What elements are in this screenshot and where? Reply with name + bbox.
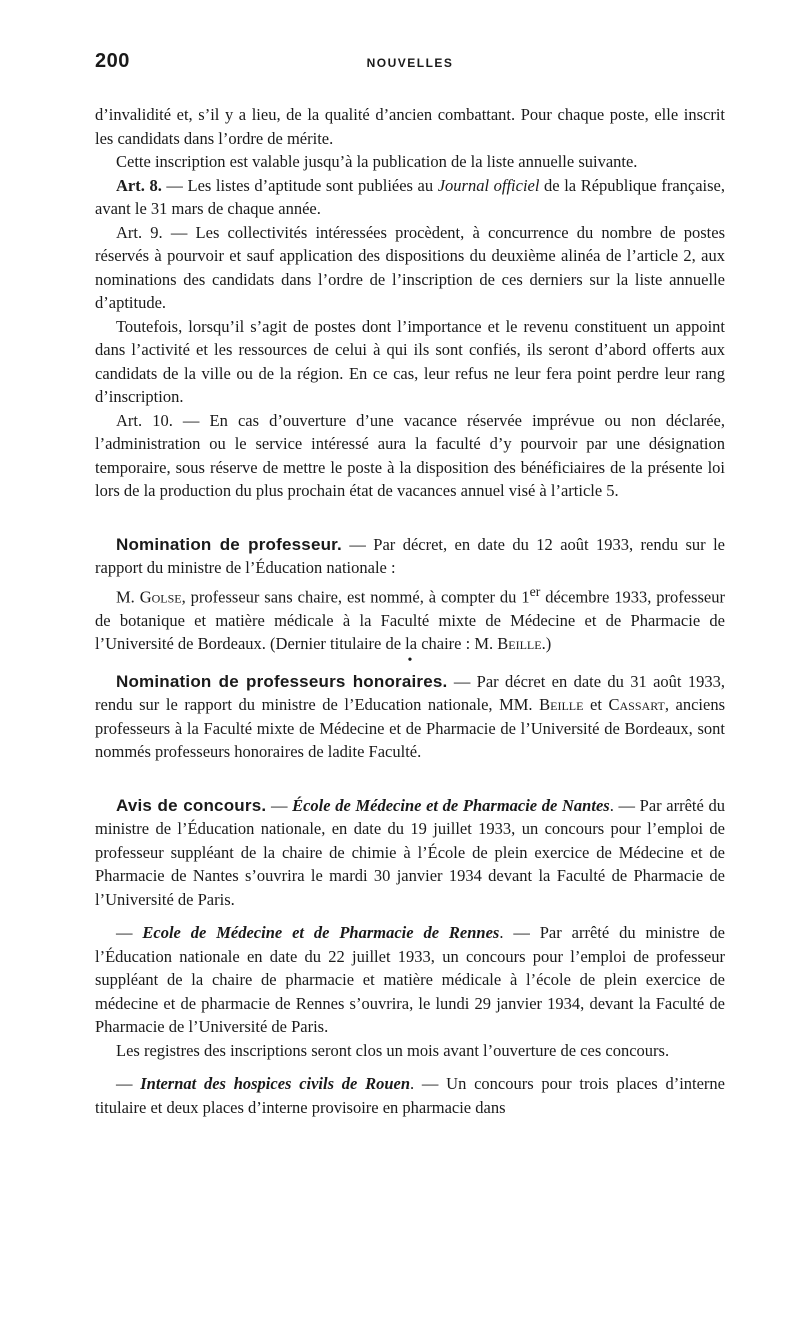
running-title: NOUVELLES bbox=[366, 56, 454, 70]
person-name: Cassart bbox=[608, 695, 665, 714]
internat-rouen-title: Internat des hospices civils de Rouen bbox=[140, 1074, 411, 1093]
article-8: Art. 8. — Les listes d’aptitude sont publiées au Journal officiel de la République française, avant le 31 mars de chaque année. bbox=[95, 175, 726, 218]
school-rennes: Ecole de Médecine et de Pharmacie de Rennes bbox=[142, 923, 500, 942]
nomination-honoraires: Nomination de professeurs honoraires. — Par décret en date du 31 août 1933, rendu sur le rapport du ministre de l’Education nationale, MM. Beille et Cassart, anciens professeurs à la Faculté mixte de Médecine et de Pharmacie de l’Université de Bordeaux, sont nommés professeurs honoraires de ladite Faculté. bbox=[95, 671, 725, 761]
page-body bbox=[95, 103, 725, 1119]
avis-concours-nantes: Avis de concours. — École de Médecine et de Pharmacie de Nantes. — Par arrêté du ministre de l’Éducation nationale, en date du 19 juillet 1933, un concours pour l’emploi de professeur suppléant de la chaire de chimie à l’École de plein exercice de Médecine et de Pharmacie de Nantes s’ouvrira le mardi 30 janvier 1934 devant la Faculté de Pharmacie de l’Université de Paris. bbox=[95, 795, 725, 909]
page-number: 200 bbox=[95, 50, 130, 72]
section-heading-nomination-honoraires: Nomination de professeurs honoraires. bbox=[116, 671, 448, 691]
paragraph-inscription: Cette inscription est valable jusqu’à la publication de la liste annuelle suivante. bbox=[116, 152, 638, 171]
section-heading-nomination-professeur: Nomination de professeur. bbox=[116, 534, 342, 554]
section-gap bbox=[95, 503, 725, 533]
page-header bbox=[95, 50, 725, 80]
person-name: Beille bbox=[539, 695, 584, 714]
bullet-dot: • bbox=[407, 652, 413, 668]
paragraph-toutefois: Toutefois, lorsqu’il s’agit de postes dont l’importance et le revenu constituent un appoint dans l’activité et les ressources de celui à qui ils sont confiés, ils seront d’abord offerts aux candidats de la ville ou de la région. En ce cas, leur refus ne leur fera point perdre leur rang d’inscription. bbox=[95, 316, 725, 406]
registres-inscriptions: Les registres des inscriptions seront clos un mois avant l’ouverture de ces concours. bbox=[116, 1040, 670, 1060]
person-name: Golse bbox=[139, 587, 182, 606]
nomination-professeur-body: M. Golse, professeur sans chaire, est nommé, à compter du 1er décembre 1933, professeur de botanique et matière médicale à la Faculté mixte de Médecine et de Pharmacie de l’Université de Bordeaux. (Dernier titulaire de la chaire : M. Beille.) bbox=[95, 583, 725, 653]
section-heading-avis-concours: Avis de concours. bbox=[116, 795, 267, 815]
article-9-label: Art. 9. bbox=[116, 222, 163, 242]
school-nantes: École de Médecine et de Pharmacie de Nantes bbox=[292, 795, 610, 815]
paragraph-invalidite: d’invalidité et, s’il y a lieu, de la qualité d’ancien combattant. Pour chaque poste, elle inscrit les candidats dans l’ordre de mérite. bbox=[95, 105, 725, 148]
article-10: Art. 10. — En cas d’ouverture d’une vacance réservée imprévue ou non déclarée, l’administration ou le service intéressé aura la faculté d’y pourvoir par une désignation temporaire, sous réserve de mettre le poste à la disposition des bénéficiaires de la présente loi lors de la production du plus prochain état de vacances annuel visé à l’article 5. bbox=[95, 410, 725, 500]
article-9: Art. 9. — Les collectivités intéressées procèdent, à concurrence du nombre de postes réservés à pourvoir et sauf application des dispositions du deuxième alinéa de l’article 2, aux nominations des candidats dans l’ordre de l’inscription de ces derniers sur la liste annuelle d’aptitude. bbox=[95, 222, 725, 312]
avis-concours-rennes: — Ecole de Médecine et de Pharmacie de Rennes. — Par arrêté du ministre de l’Éducation nationale en date du 22 juillet 1933, un concours pour l’emploi de professeur suppléant de la chaire de pharmacie et matière médicale à l’école de plein exercice de médecine et de pharmacie de Rennes s’ouvrira, le lundi 29 janvier 1934, devant la Faculté de Pharmacie de l’Université de Paris. bbox=[95, 923, 725, 1036]
article-10-label: Art. 10. bbox=[116, 410, 173, 430]
section-gap bbox=[95, 764, 725, 794]
nomination-professeur: Nomination de professeur. — Par décret, en date du 12 août 1933, rendu sur le rapport du ministre de l’Éducation nationale : bbox=[95, 534, 725, 577]
article-8-label: Art. 8. bbox=[116, 175, 162, 195]
journal-officiel: Journal officiel bbox=[437, 175, 540, 195]
person-name: Beille bbox=[497, 634, 542, 653]
internat-rouen: — Internat des hospices civils de Rouen. — Un concours pour trois places d’interne titulaire et deux places d’interne provisoire en pharmacie dans bbox=[95, 1074, 726, 1117]
